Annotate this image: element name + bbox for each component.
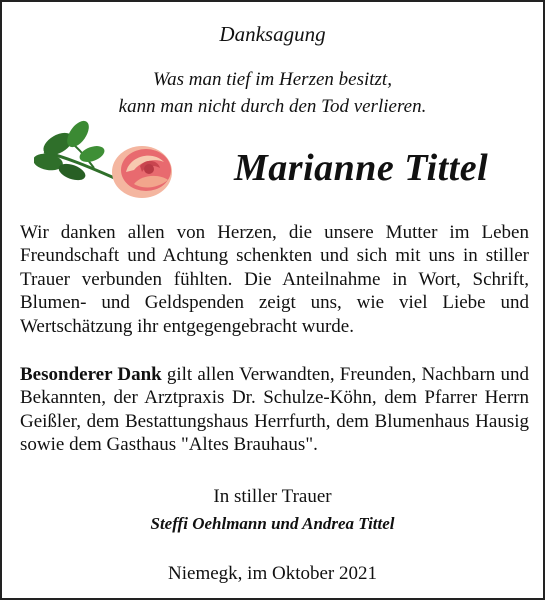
special-thanks-paragraph [20,363,529,457]
rose-icon [34,114,184,206]
deceased-name: Marianne Tittel [234,147,489,189]
place-date: Niemegk, im Oktober 2021 [168,563,377,584]
quote-line-1: Was man tief im Herzen besitzt, [153,69,392,90]
memorial-quote [2,66,543,120]
quote-line-2: kann man nicht durch den Tod verlieren. [118,96,427,117]
heading-danksagung: Danksagung [219,22,326,46]
special-thanks-lead: Besonderer Dank [20,364,162,385]
special-thanks-text: gilt allen Verwandten, Freunden, Nachbarn und Bekannten, der Arztpraxis Dr. Schulze-Köhn, dem Pfarrer Herrn Geißler, dem Bestattungshaus Herrfurth, dem Blumenhaus Hausig sowie dem Gasthaus "Altes Brauhaus". [20,364,529,456]
thanks-paragraph: Wir danken allen von Herzen, die unsere Mutter im Leben Freundschaft und Achtung schenkten und sich mit uns in stiller Trauer verbunden fühlten. Die Anteilnahme in Wort, Schrift, Blumen- und Geldspenden zeigt uns, wie viel Liebe und Wertschätzung ihr entgegengebracht wurde. [20,222,529,337]
closing-line: In stiller Trauer [213,486,332,507]
signers: Steffi Oehlmann und Andrea Tittel [150,514,395,533]
